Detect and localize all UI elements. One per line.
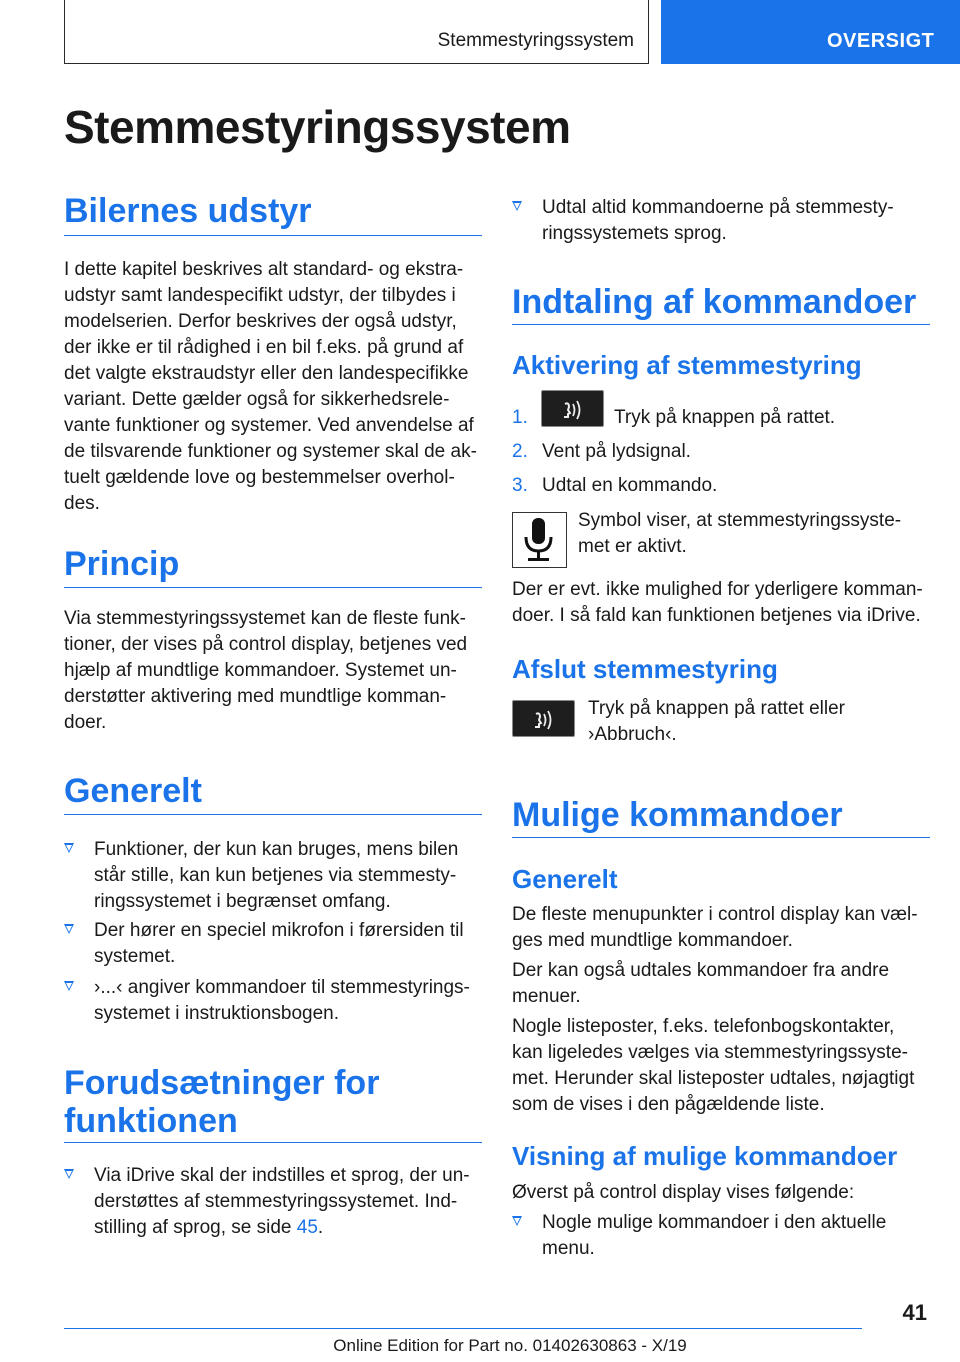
- heading-visning: Visning af mulige kommandoer: [512, 1141, 898, 1171]
- paragraph-evt: Der er evt. ikke mulighed for yderligere komman- doer. I så fald kan funktionen betjenes via iDrive.: [512, 579, 923, 626]
- heading-generelt-right: Generelt: [512, 864, 618, 894]
- paragraph-bilernes: I dette kapitel beskrives alt standard- og ekstra- udstyr samt landespecifikt udstyr, der tilbydes i modelserien. Derfor beskrives der også udstyr, der ikke er til rådighed i en bil f.eks. på grund af det valgte ekstraudstyr eller den landespecifikke variant. Dette gælder også for sikkerhedsrele- vante funktioner og systemer. Ved anvendelse af de tilsvarende funktioner og systemer skal de ak- tuelt gældende love og bestemmelser overhol- des.: [64, 259, 477, 514]
- microphone-icon: [512, 512, 567, 568]
- heading-rule: [64, 235, 482, 236]
- heading-indtaling: Indtaling af kommandoer: [512, 283, 917, 321]
- triangle-bullet-icon: [64, 924, 74, 934]
- header-section-box: [64, 0, 649, 64]
- heading-forudsaetninger: Forudsætninger for funktionen: [64, 1064, 380, 1140]
- triangle-bullet-icon: [512, 201, 522, 211]
- heading-afslut: Afslut stemmestyring: [512, 654, 778, 684]
- triangle-bullet-icon: [512, 1216, 522, 1226]
- page-title: Stemmestyringssystem: [64, 101, 571, 153]
- heading-rule: [512, 837, 930, 838]
- voice-button-icon: [512, 700, 575, 737]
- triangle-bullet-icon: [64, 1169, 74, 1179]
- paragraph-visning: Øverst på control display vises følgende:: [512, 1182, 855, 1203]
- heading-rule: [64, 814, 482, 815]
- header-tab-label: OVERSIGT: [827, 30, 935, 52]
- footer-rule: [64, 1328, 862, 1329]
- heading-rule: [64, 587, 482, 588]
- heading-rule: [64, 1142, 482, 1143]
- voice-button-icon: [541, 390, 604, 427]
- heading-bilernes-udstyr: Bilernes udstyr: [64, 192, 312, 230]
- heading-rule: [512, 324, 930, 325]
- header-section-title: Stemmestyringssystem: [437, 30, 634, 51]
- mic-note: Symbol viser, at stemmestyringssyste- met er aktivt.: [578, 510, 902, 557]
- page-link[interactable]: 45: [296, 1217, 318, 1238]
- heading-princip: Princip: [64, 545, 180, 583]
- paragraph-gen2: Der kan også udtales kommandoer fra andre menuer.: [512, 960, 890, 1007]
- heading-generelt: Generelt: [64, 772, 202, 810]
- heading-mulige-kommandoer: Mulige kommandoer: [512, 796, 843, 834]
- header-tab-oversigt[interactable]: [661, 0, 960, 64]
- paragraph-gen1: De fleste menupunkter i control display kan væl- ges med mundtlige kommandoer.: [512, 904, 918, 951]
- paragraph-gen3: Nogle listeposter, f.eks. telefonbogskontakter, kan ligeledes vælges via stemmestyringssyste- met. Herunder skal listeposter udtales, nøjagtigt som de vises i den pågældende liste.: [512, 1016, 915, 1115]
- heading-aktivering: Aktivering af stemmestyring: [512, 350, 862, 380]
- footer-edition: Online Edition for Part no. 01402630863 - X/19: [333, 1336, 687, 1355]
- triangle-bullet-icon: [64, 843, 74, 853]
- page-number: 41: [902, 1300, 927, 1325]
- triangle-bullet-icon: [64, 981, 74, 991]
- paragraph-princip: Via stemmestyringssystemet kan de fleste funk- tioner, der vises på control display, betjenes ved hjælp af mundtlige kommandoer. Systemet un- derstøtter aktivering med mundtlige komman- doer.: [64, 608, 468, 733]
- afslut-text: Tryk på knappen på rattet eller ›Abbruch‹.: [588, 698, 845, 745]
